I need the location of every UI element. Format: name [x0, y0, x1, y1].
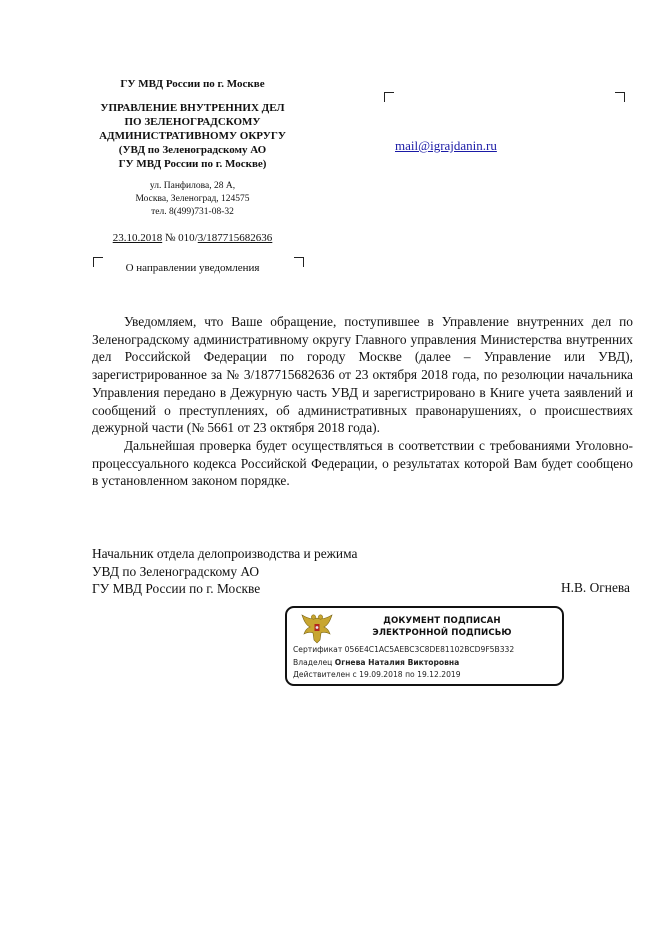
electronic-signature-stamp: [285, 606, 564, 686]
org-line: ГУ МВД России по г. Москве): [118, 158, 267, 170]
recipient-email-link[interactable]: mail@igrajdanin.ru: [395, 138, 497, 153]
position-line: УВД по Зеленоградскому АО: [92, 563, 260, 579]
validity-line: [293, 670, 461, 679]
recipient-corner-right: [615, 92, 625, 102]
certificate-line: [293, 645, 514, 654]
address-line: тел. 8(499)731-08-32: [151, 207, 234, 217]
registration-date: 23.10.2018: [112, 232, 163, 244]
signatory-position: [92, 545, 357, 598]
parent-organization: ГУ МВД России по г. Москве: [120, 78, 265, 90]
registration-number-prefix: № 010/: [164, 232, 198, 244]
valid-to-label: по: [405, 670, 415, 679]
valid-to: 19.12.2019: [417, 670, 461, 679]
body-paragraph: Дальнейшая проверка будет осуществляться в соответствии с требованиями Уголовно-процессуального кодекса Российской Федерации, о результатах которой Вам будет сообщено в установленном законом порядке.: [92, 437, 633, 489]
recipient-corner-left: [384, 92, 394, 102]
russian-eagle-emblem-icon: [299, 612, 335, 646]
position-line: Начальник отдела делопроизводства и режима: [92, 546, 358, 561]
address-line: Москва, Зеленоград, 124575: [135, 194, 250, 204]
org-line: ПО ЗЕЛЕНОГРАДСКОМУ: [124, 116, 261, 128]
letter-body: [92, 313, 633, 490]
owner-label: Владелец: [293, 658, 333, 667]
organization-name: [70, 101, 315, 171]
org-line: АДМИНИСТРАТИВНОМУ ОКРУГУ: [99, 130, 286, 142]
stamp-title: [347, 615, 537, 639]
registration-line: [70, 232, 315, 244]
certificate-label: Сертификат: [293, 645, 343, 654]
valid-from: 19.09.2018: [359, 670, 403, 679]
valid-label: Действителен с: [293, 670, 357, 679]
letter-subject: О направлении уведомления: [125, 262, 260, 274]
body-paragraph: Уведомляем, что Ваше обращение, поступившее в Управление внутренних дел по Зеленоградскому административному округу Главного управления Министерства внутренних дел Российской Федерации по городу Москве (далее – Управление или УВД), зарегистрированное за № 3/187715682636 от 23 октября 2018 года, по резолюции начальника Управления передано в Дежурную часть УВД и зарегистрировано в Книге учета заявлений и сообщений о преступлениях, об административных правонарушениях, о происшествиях дежурной части (№ 5661 от 23 октября 2018 года).: [92, 314, 633, 436]
certificate-number: 056E4C1AC5AEBC3C8DE81102BCD9F5B332: [344, 645, 515, 654]
organization-address: [70, 180, 315, 219]
owner-line: [293, 658, 459, 667]
registration-number: 3/187715682636: [197, 232, 273, 244]
stamp-title-line: ЭЛЕКТРОННОЙ ПОДПИСЬЮ: [372, 628, 512, 638]
owner-name: Огнева Наталия Викторовна: [334, 658, 460, 667]
stamp-title-line: ДОКУМЕНТ ПОДПИСАН: [383, 616, 501, 626]
org-line: УПРАВЛЕНИЕ ВНУТРЕННИХ ДЕЛ: [100, 102, 285, 114]
org-line: (УВД по Зеленоградскому АО: [118, 144, 267, 156]
address-line: ул. Панфилова, 28 А,: [149, 181, 236, 191]
position-line: ГУ МВД России по г. Москве: [92, 581, 261, 597]
signatory-name: Н.В. Огнева: [560, 580, 630, 595]
